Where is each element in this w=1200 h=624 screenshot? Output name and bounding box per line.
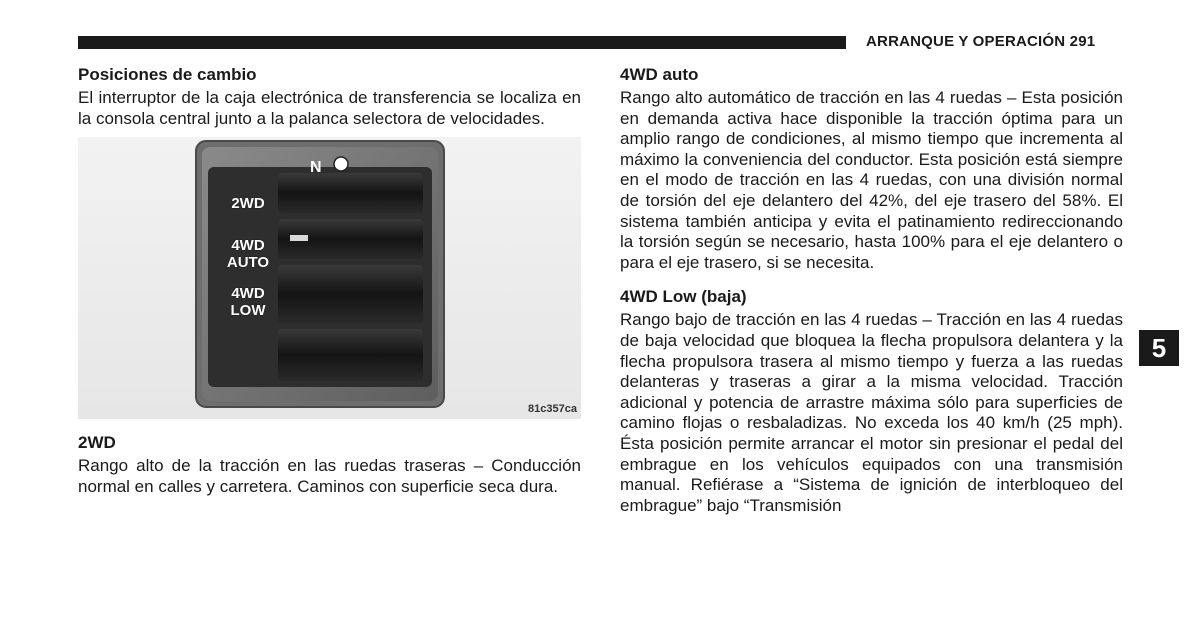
section-heading-4wd-auto: 4WD auto: [620, 65, 699, 84]
section-body-4wd-low: Rango bajo de tracción en las 4 ruedas – Tracción en las 4 ruedas de baja velocidad que bloquea la flecha propulsora delantera y la flecha propulsora trasera al mismo tiempo y fuerza a las ruedas delanteras y traseras a girar a la misma velocidad. Tracción adicional y potencia de arrastre máxima sólo para superficies de camino flojas o resbaladizas. No exceda los 40 km/h (25 mph). Ésta posición permite arrancar el motor sin presionar el pedal del embrague en los vehículos equipados con una transmisión manual. Refiérase a “Sistema de ignición de interbloqueo del embrague” bajo “Transmisión: [620, 310, 1123, 515]
neutral-indicator-label: N: [310, 159, 322, 177]
chapter-tab: 5: [1139, 330, 1179, 366]
figure-label-2wd: 2WD: [231, 195, 265, 213]
figure-label-4wd-auto: 4WD AUTO: [226, 237, 270, 272]
transfer-case-switch-figure: [78, 137, 581, 419]
section-body-4wd-auto: Rango alto automático de tracción en las 4 ruedas – Esta posición en demanda activa hace disponible la tracción óptima para un amplio rango de condiciones, al mismo tiempo que incrementa al máximo la conveniencia del conductor. Esta posición está siempre en el modo de tracción en las 4 ruedas, con una división normal de torsión del eje delantero del 42%, del eje trasero del 58%. El sistema también anticipa y evita el patinamiento redireccionando la torsión según se necesario, hasta 100% para el eje delantero o para el eje trasero, si se necesita.: [620, 88, 1123, 272]
left-column: [78, 64, 581, 497]
section-heading-posiciones: Posiciones de cambio: [78, 65, 257, 84]
figure-label-4wd-low: 4WD LOW: [230, 285, 266, 320]
right-column: [620, 64, 1123, 516]
page-header: ARRANQUE Y OPERACIÓN 291: [866, 33, 1096, 50]
figure-code: 81c357ca: [528, 403, 577, 416]
section-body-posiciones: El interruptor de la caja electrónica de transferencia se localiza en la consola central junto a la palanca selectora de velocidades.: [78, 88, 581, 128]
header-rule: [78, 36, 846, 49]
switch-illustration: [78, 137, 581, 419]
section-body-2wd: Rango alto de la tracción en las ruedas traseras – Conducción normal en calles y carretera. Caminos con superficie seca dura.: [78, 456, 581, 496]
section-heading-4wd-low: 4WD Low (baja): [620, 287, 747, 307]
section-heading-2wd: 2WD: [78, 433, 116, 453]
